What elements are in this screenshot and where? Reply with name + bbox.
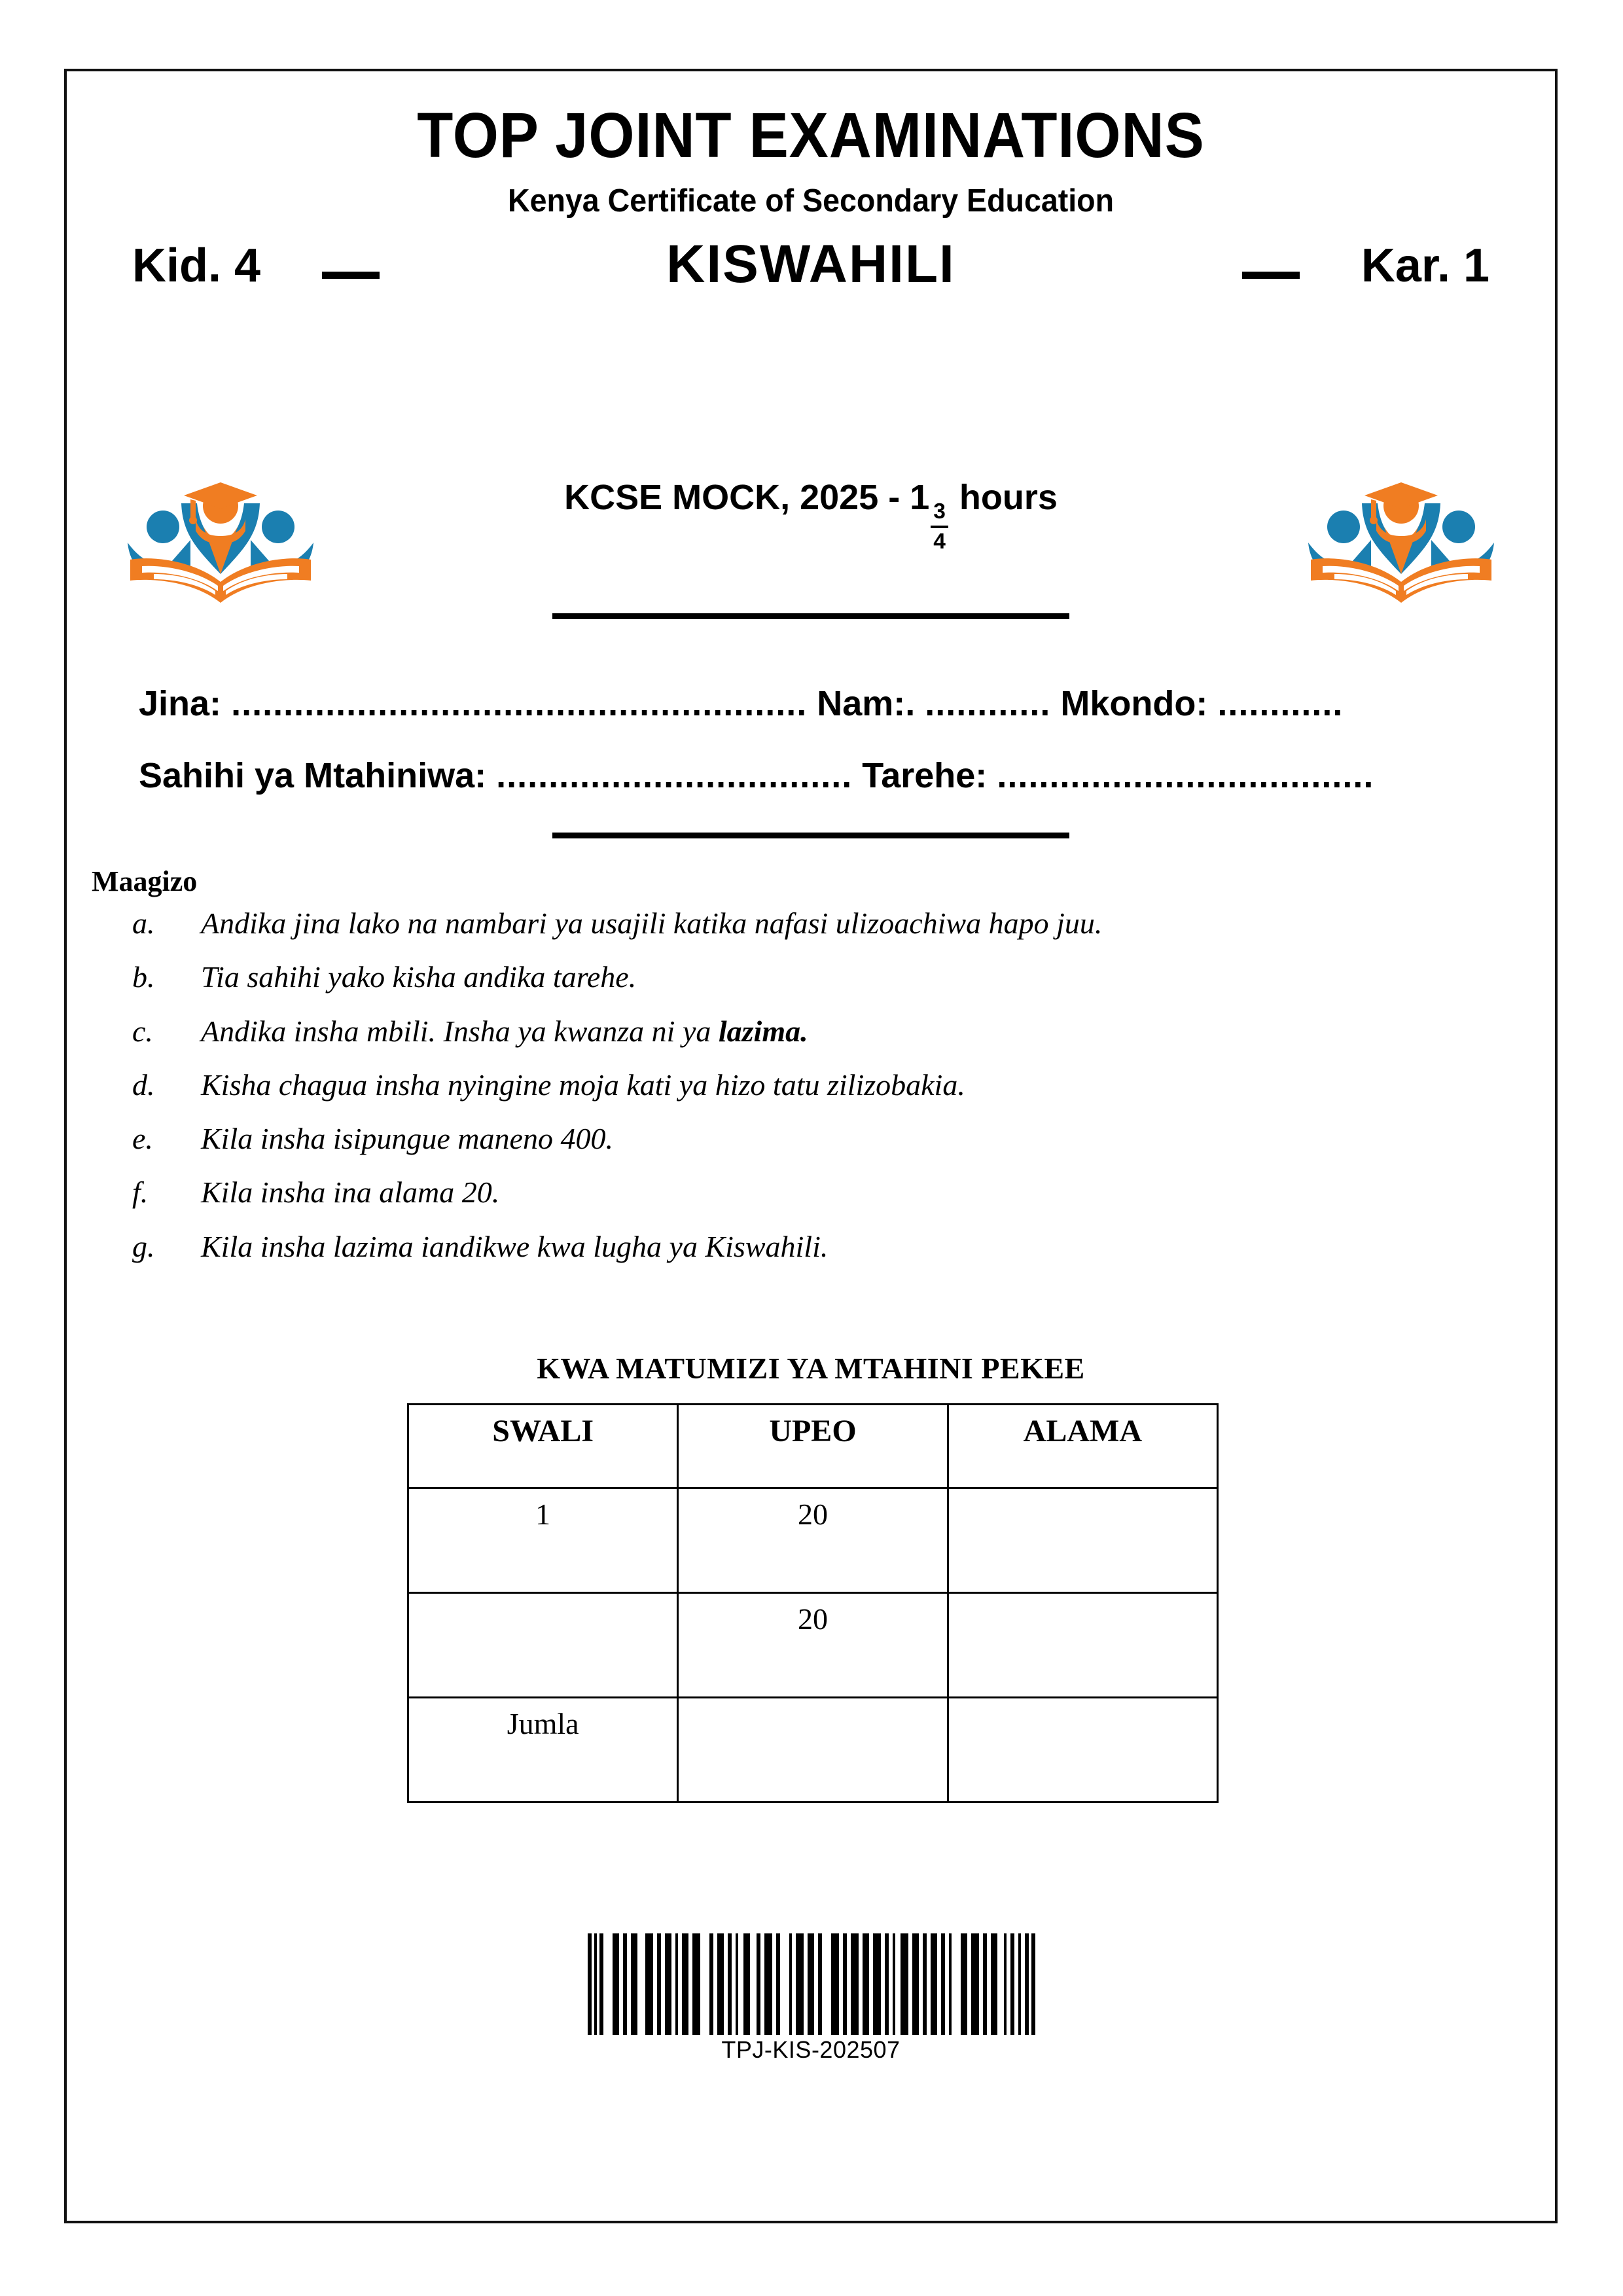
cell-awarded-marks[interactable] — [948, 1488, 1217, 1593]
candidate-signature-row — [139, 755, 1496, 796]
mock-suffix: hours — [959, 478, 1058, 517]
exam-title: TOP JOINT EXAMINATIONS — [417, 99, 1205, 171]
list-item — [132, 1177, 1476, 1208]
stream-input-dots[interactable]: ............ — [1217, 684, 1344, 723]
dash-separator-right — [1242, 272, 1300, 279]
fraction-denominator: 4 — [933, 529, 946, 554]
instruction-text: Kila insha lazima iandikwe kwa lugha ya Kiswahili. — [201, 1229, 829, 1263]
marks-table — [407, 1403, 1219, 1803]
paper-code-left: Kid. 4 — [132, 240, 261, 292]
date-label: Tarehe: — [862, 756, 988, 795]
exam-subtitle: Kenya Certificate of Secondary Education — [507, 183, 1115, 219]
cell-total-awarded[interactable] — [948, 1698, 1217, 1803]
instruction-marker: a. — [132, 906, 155, 940]
instruction-marker: c. — [132, 1014, 153, 1048]
fraction-numerator: 3 — [933, 499, 946, 524]
divider-rule-top — [552, 613, 1069, 619]
cell-total-max — [678, 1698, 948, 1803]
list-item — [132, 1069, 1476, 1101]
cell-question: 1 — [408, 1488, 678, 1593]
cell-max-marks: 20 — [678, 1593, 948, 1698]
paper-code-right: Kar. 1 — [1361, 240, 1489, 292]
table-row — [408, 1593, 1218, 1698]
column-header-swali: SWALI — [408, 1405, 678, 1488]
exam-page-border — [64, 69, 1558, 2223]
instruction-bold: lazima. — [718, 1014, 808, 1048]
divider-rule-bottom — [552, 833, 1069, 838]
index-number-label: Nam:. — [817, 684, 916, 723]
index-number-input-dots[interactable]: ............ — [925, 684, 1051, 723]
candidate-name-row — [139, 683, 1496, 724]
signature-label: Sahihi ya Mtahiniwa: — [139, 756, 487, 795]
cell-question — [408, 1593, 678, 1698]
date-input-dots[interactable]: .................................... — [997, 756, 1374, 795]
name-input-dots[interactable]: ....................................................... — [231, 684, 808, 723]
instruction-marker: f. — [132, 1175, 149, 1210]
barcode-icon — [585, 1933, 1037, 2035]
list-item — [132, 1123, 1476, 1155]
list-item — [132, 908, 1476, 939]
table-row-total — [408, 1698, 1218, 1803]
mock-prefix: KCSE MOCK, 2025 - 1 — [564, 478, 930, 517]
cell-awarded-marks[interactable] — [948, 1593, 1217, 1698]
instructions-heading: Maagizo — [92, 865, 198, 897]
list-item — [132, 1016, 1476, 1047]
fraction-bar — [931, 526, 948, 528]
table-row — [408, 1488, 1218, 1593]
mock-duration-line — [67, 477, 1555, 552]
instructions-list — [132, 908, 1476, 1285]
subject-row — [106, 234, 1516, 306]
name-label: Jina: — [139, 684, 222, 723]
instruction-marker: d. — [132, 1067, 155, 1102]
subject-name: KISWAHILI — [666, 234, 955, 294]
cell-total-label: Jumla — [408, 1698, 678, 1803]
cell-max-marks: 20 — [678, 1488, 948, 1593]
barcode-label: TPJ-KIS-202507 — [721, 2036, 901, 2063]
instruction-marker: b. — [132, 960, 155, 994]
list-item — [132, 1231, 1476, 1263]
instruction-marker: e. — [132, 1122, 153, 1156]
list-item — [132, 961, 1476, 993]
instruction-text: Andika insha mbili. Insha ya kwanza ni ya — [201, 1014, 719, 1048]
marks-table-caption: KWA MATUMIZI YA MTAHINI PEKEE — [537, 1352, 1085, 1385]
instruction-text: Tia sahihi yako kisha andika tarehe. — [201, 960, 637, 994]
stream-label: Mkondo: — [1060, 684, 1208, 723]
column-header-alama: ALAMA — [948, 1405, 1217, 1488]
instruction-text: Kila insha isipungue maneno 400. — [201, 1122, 613, 1156]
instruction-marker: g. — [132, 1229, 155, 1263]
signature-input-dots[interactable]: .................................. — [496, 756, 853, 795]
column-header-upeo: UPEO — [678, 1405, 948, 1488]
barcode-block — [67, 1933, 1555, 2064]
instruction-text: Andika jina lako na nambari ya usajili katika nafasi ulizoachiwa hapo juu. — [201, 906, 1103, 940]
duration-fraction — [931, 501, 948, 552]
table-header-row — [408, 1405, 1218, 1488]
instruction-text: Kila insha ina alama 20. — [201, 1175, 500, 1210]
instruction-text: Kisha chagua insha nyingine moja kati ya hizo tatu zilizobakia. — [201, 1067, 965, 1102]
